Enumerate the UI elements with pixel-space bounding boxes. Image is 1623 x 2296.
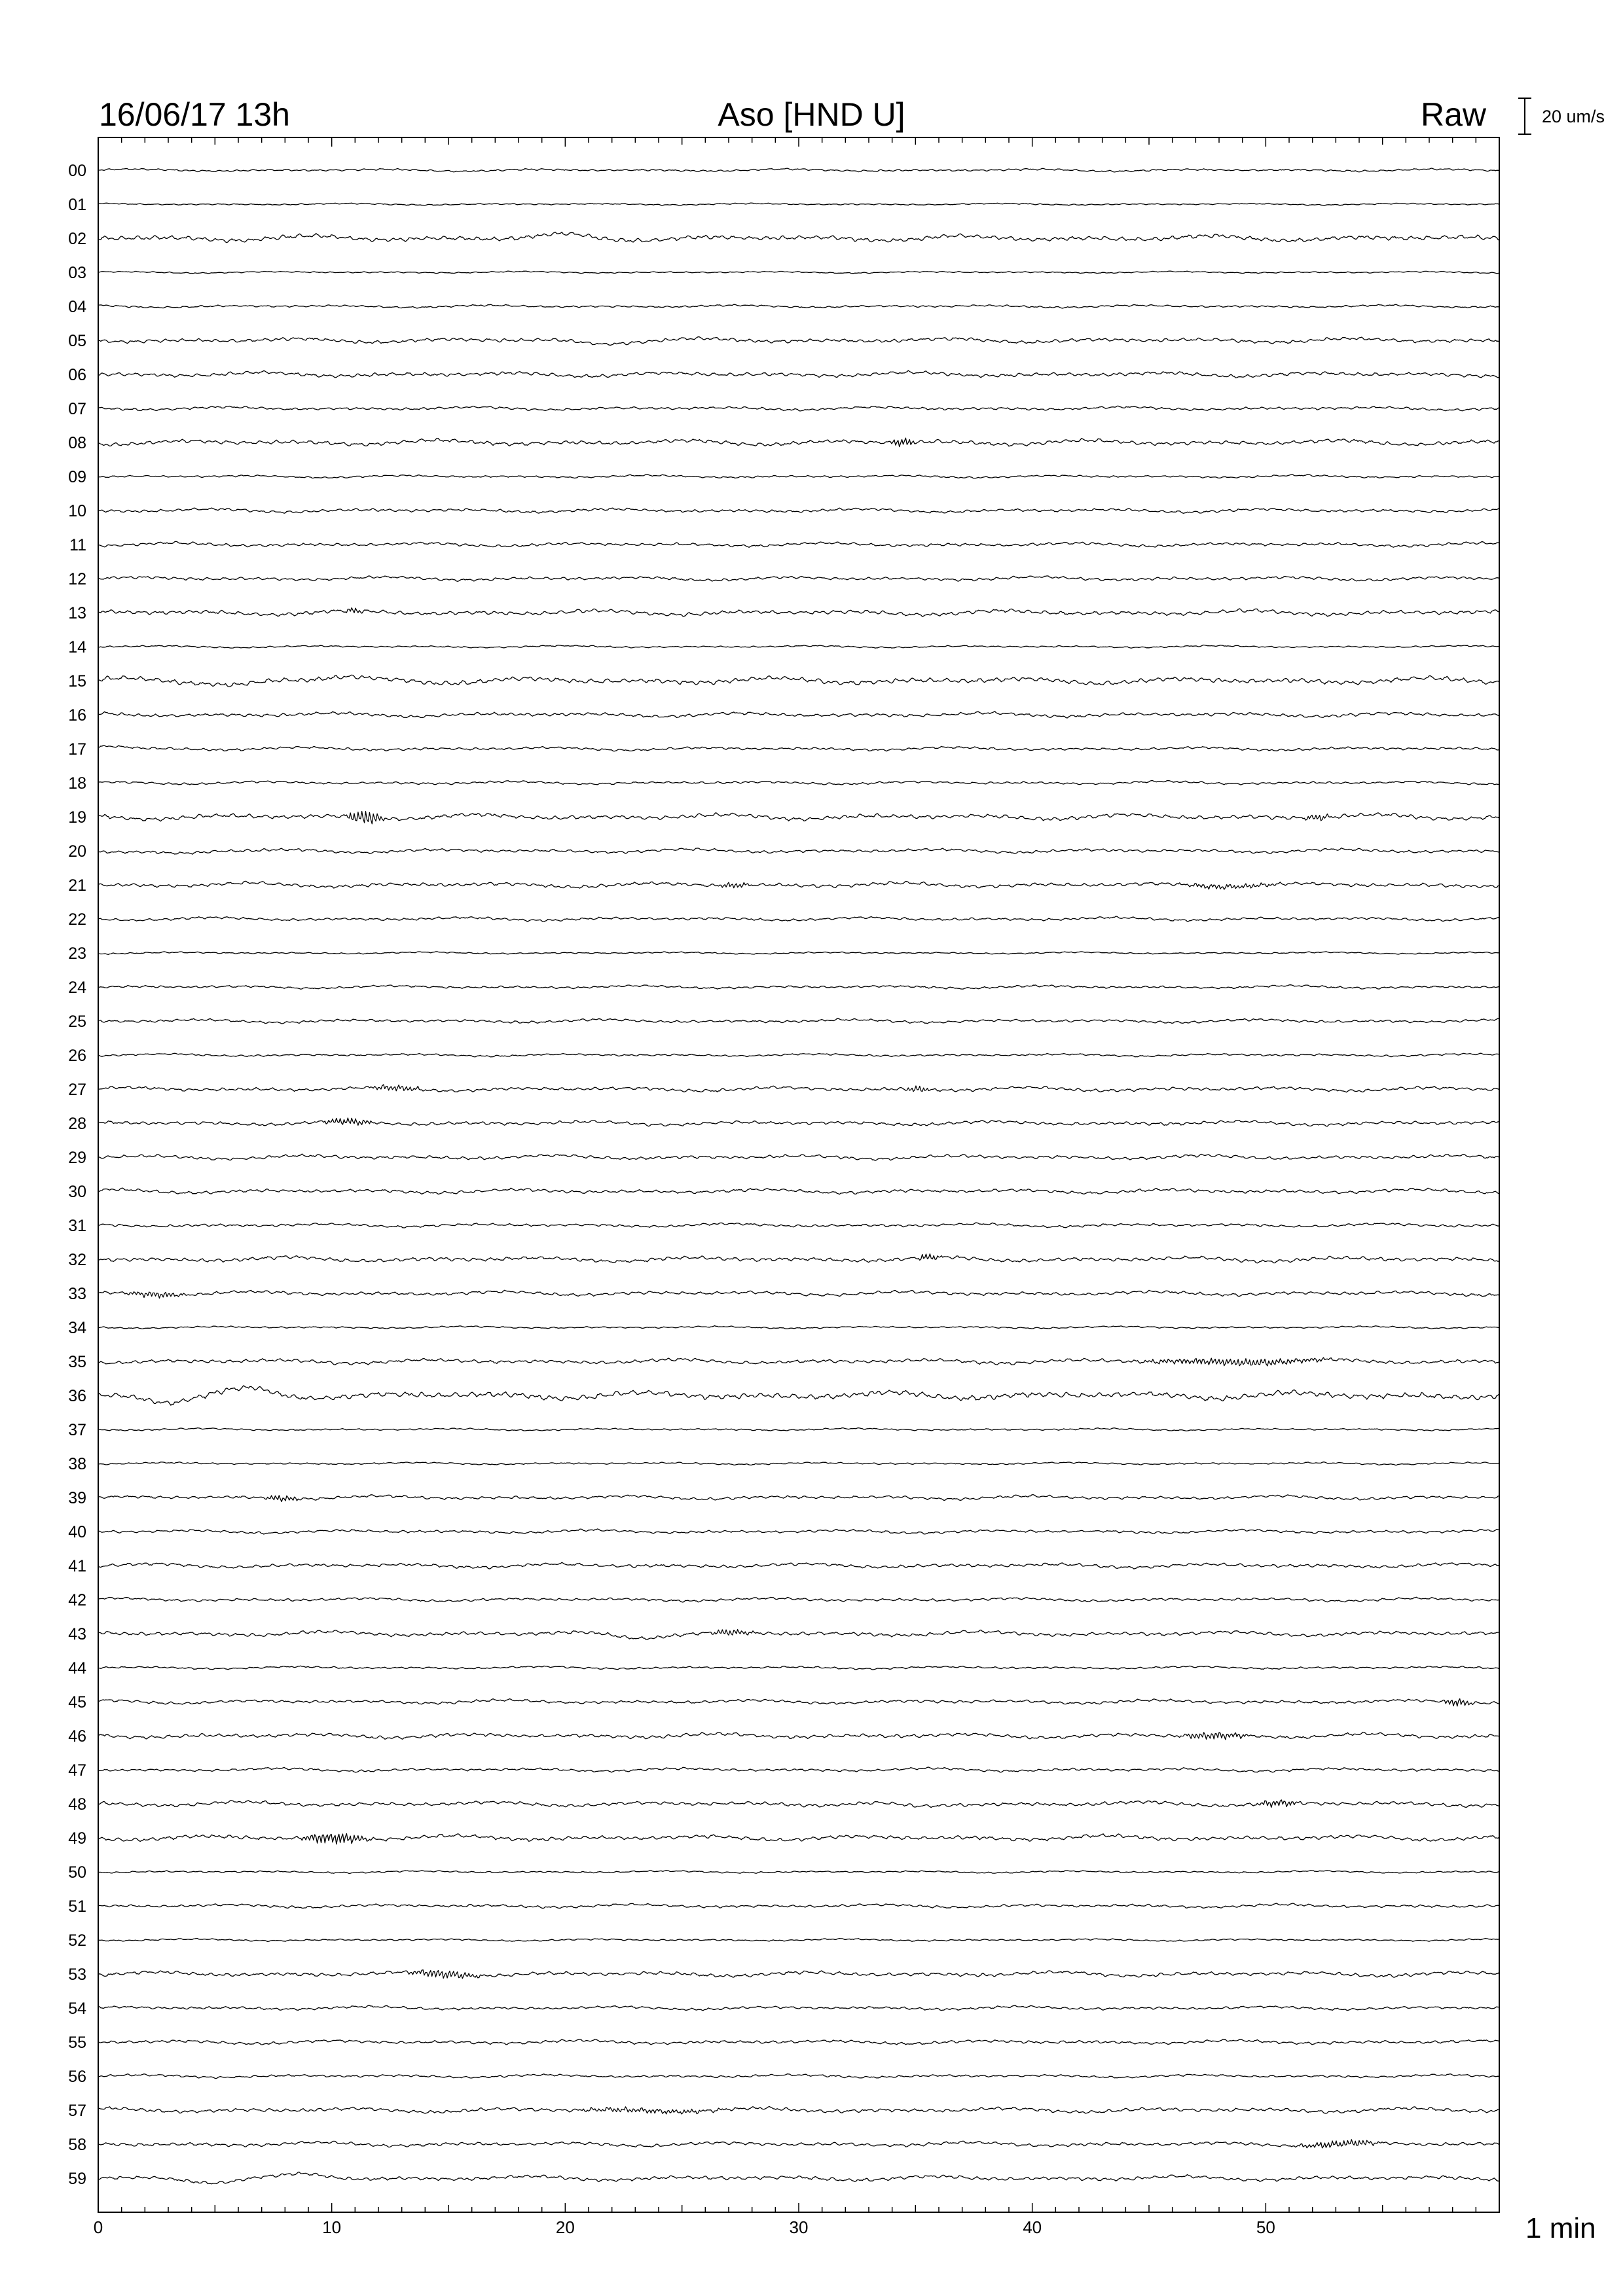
row-label: 13 [68, 604, 86, 622]
trace-row-08 [98, 438, 1499, 446]
row-label: 20 [68, 842, 86, 861]
row-label: 16 [68, 706, 86, 725]
trace-row-42 [98, 1597, 1499, 1602]
trace-row-59 [98, 2172, 1499, 2184]
trace-row-49 [98, 1834, 1499, 1844]
row-label: 00 [68, 162, 86, 180]
row-label: 47 [68, 1761, 86, 1780]
row-label: 56 [68, 2068, 86, 2086]
row-label: 39 [68, 1489, 86, 1507]
row-label: 50 [68, 1863, 86, 1882]
trace-row-50 [98, 1871, 1499, 1874]
trace-row-02 [98, 232, 1499, 243]
row-label: 57 [68, 2102, 86, 2120]
trace-row-00 [98, 168, 1499, 172]
x-tick-label: 0 [93, 2217, 103, 2237]
row-label: 12 [68, 570, 86, 588]
trace-row-13 [98, 608, 1499, 617]
trace-row-27 [98, 1085, 1499, 1092]
trace-row-34 [98, 1326, 1499, 1329]
trace-row-38 [98, 1462, 1499, 1465]
row-label: 59 [68, 2170, 86, 2188]
trace-row-07 [98, 406, 1499, 411]
row-label: 54 [68, 2000, 86, 2018]
trace-row-17 [98, 745, 1499, 751]
row-label: 34 [68, 1319, 86, 1337]
trace-row-22 [98, 916, 1499, 922]
row-label: 55 [68, 2034, 86, 2052]
trace-row-14 [98, 645, 1499, 649]
row-label: 36 [68, 1387, 86, 1405]
row-label: 49 [68, 1829, 86, 1848]
x-tick-label: 40 [1023, 2217, 1042, 2237]
trace-row-25 [98, 1018, 1499, 1024]
trace-row-11 [98, 541, 1499, 547]
trace-row-23 [98, 952, 1499, 954]
trace-row-12 [98, 576, 1499, 581]
x-axis-unit-label: 1 min [1525, 2212, 1596, 2244]
row-label: 15 [68, 672, 86, 691]
row-label: 38 [68, 1455, 86, 1473]
trace-row-09 [98, 475, 1499, 478]
row-label: 25 [68, 1013, 86, 1031]
row-label: 04 [68, 298, 86, 316]
trace-row-31 [98, 1223, 1499, 1228]
trace-row-45 [98, 1698, 1499, 1706]
row-label: 32 [68, 1251, 86, 1269]
row-label: 51 [68, 1897, 86, 1916]
trace-row-21 [98, 881, 1499, 889]
row-label: 58 [68, 2136, 86, 2154]
row-label: 05 [68, 332, 86, 350]
row-label: 26 [68, 1047, 86, 1065]
row-label: 28 [68, 1115, 86, 1133]
plot-frame [98, 137, 1499, 2212]
trace-row-28 [98, 1118, 1499, 1126]
row-label: 42 [68, 1591, 86, 1609]
trace-row-39 [98, 1495, 1499, 1502]
trace-row-04 [98, 304, 1499, 308]
row-label: 27 [68, 1081, 86, 1099]
row-label: 10 [68, 502, 86, 520]
row-label: 52 [68, 1931, 86, 1950]
trace-row-06 [98, 370, 1499, 378]
trace-row-24 [98, 985, 1499, 990]
x-tick-label: 20 [555, 2217, 575, 2237]
trace-row-29 [98, 1154, 1499, 1160]
row-label: 24 [68, 978, 86, 997]
row-label: 46 [68, 1727, 86, 1746]
trace-row-32 [98, 1254, 1499, 1263]
trace-row-35 [98, 1357, 1499, 1366]
row-label: 44 [68, 1659, 86, 1677]
top-minute-ticks [98, 137, 1499, 147]
filter-label: Raw [1420, 96, 1486, 133]
x-tick-label: 50 [1256, 2217, 1275, 2237]
scale-bar-label: 20 um/s [1542, 107, 1605, 126]
trace-row-57 [98, 2107, 1499, 2114]
date-hour-label: 16/06/17 13h [99, 96, 290, 133]
bottom-minute-ticks [98, 2203, 1499, 2212]
row-label: 08 [68, 434, 86, 452]
row-label: 31 [68, 1217, 86, 1235]
trace-row-51 [98, 1903, 1499, 1909]
trace-row-54 [98, 2005, 1499, 2011]
row-label: 17 [68, 740, 86, 759]
row-label: 02 [68, 230, 86, 248]
trace-row-10 [98, 508, 1499, 513]
trace-row-46 [98, 1732, 1499, 1740]
row-label: 41 [68, 1557, 86, 1575]
trace-row-56 [98, 2074, 1499, 2079]
x-tick-label: 10 [322, 2217, 342, 2237]
trace-row-40 [98, 1529, 1499, 1534]
station-title: Aso [HND U] [718, 96, 905, 133]
trace-row-52 [98, 1939, 1499, 1942]
trace-row-03 [98, 271, 1499, 274]
x-tick-label: 30 [789, 2217, 809, 2237]
trace-row-58 [98, 2140, 1499, 2148]
row-label: 21 [68, 876, 86, 895]
row-label: 22 [68, 910, 86, 929]
row-label: 19 [68, 808, 86, 827]
row-label: 23 [68, 944, 86, 963]
row-label: 14 [68, 638, 86, 656]
trace-row-16 [98, 711, 1499, 718]
trace-row-33 [98, 1290, 1499, 1298]
x-tick-labels [94, 2217, 1275, 2237]
trace-row-44 [98, 1666, 1499, 1670]
trace-lines [98, 168, 1499, 2184]
trace-row-48 [98, 1800, 1499, 1808]
trace-row-47 [98, 1767, 1499, 1772]
row-label: 06 [68, 366, 86, 384]
row-label: 40 [68, 1523, 86, 1541]
row-label: 53 [68, 1965, 86, 1984]
row-label: 11 [69, 536, 86, 554]
row-label: 33 [68, 1285, 86, 1303]
row-label: 48 [68, 1795, 86, 1814]
trace-row-15 [98, 675, 1499, 687]
row-label: 09 [68, 468, 86, 486]
trace-row-41 [98, 1562, 1499, 1569]
row-label: 37 [68, 1421, 86, 1439]
trace-row-30 [98, 1188, 1499, 1194]
trace-row-43 [98, 1630, 1499, 1640]
row-label: 45 [68, 1693, 86, 1712]
row-labels [68, 162, 86, 2188]
trace-row-05 [98, 337, 1499, 346]
row-label: 07 [68, 400, 86, 418]
row-label: 18 [68, 774, 86, 793]
trace-row-37 [98, 1428, 1499, 1431]
trace-row-53 [98, 1970, 1499, 1979]
row-label: 35 [68, 1353, 86, 1371]
row-label: 03 [68, 264, 86, 282]
trace-row-19 [98, 812, 1499, 824]
trace-row-36 [98, 1386, 1499, 1405]
trace-row-18 [98, 781, 1499, 785]
row-label: 43 [68, 1625, 86, 1643]
row-label: 30 [68, 1183, 86, 1201]
trace-row-01 [98, 203, 1499, 206]
trace-row-20 [98, 848, 1499, 855]
row-label: 01 [68, 196, 86, 214]
trace-row-55 [98, 2039, 1499, 2045]
row-label: 29 [68, 1149, 86, 1167]
trace-row-26 [98, 1053, 1499, 1057]
